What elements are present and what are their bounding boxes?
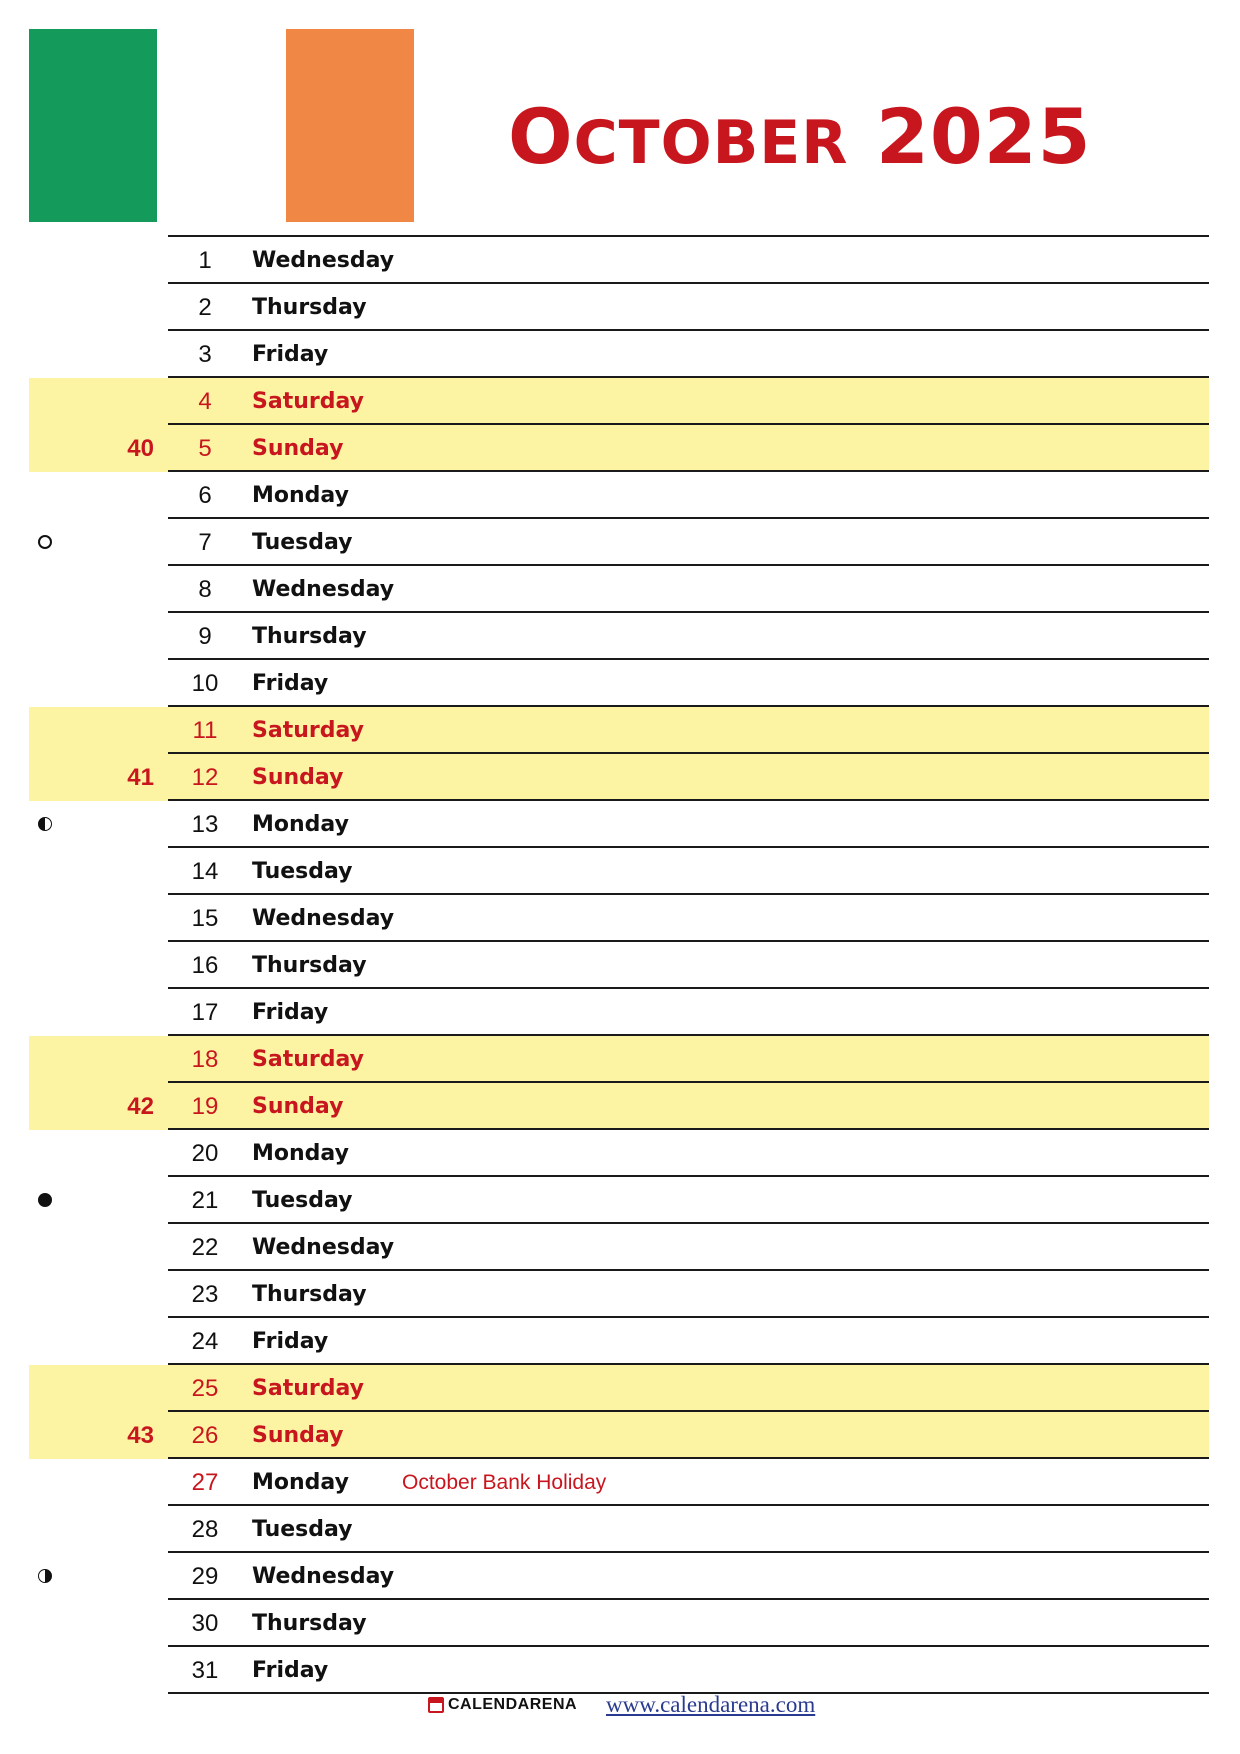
day-row: [168, 1036, 1209, 1083]
day-row: [168, 1318, 1209, 1365]
day-number: 29: [191, 1563, 219, 1590]
day-number: 6: [198, 482, 212, 509]
full-moon-icon: [38, 535, 52, 549]
day-row: [168, 284, 1209, 331]
brand-logo: [428, 1696, 577, 1714]
day-name: Wednesday: [252, 906, 395, 931]
day-row: [168, 237, 1209, 284]
day-name: Saturday: [252, 1376, 364, 1401]
day-number: 26: [191, 1422, 219, 1449]
day-name: Tuesday: [252, 1188, 353, 1213]
day-name: Sunday: [252, 436, 344, 461]
day-name: Thursday: [252, 953, 367, 978]
day-name: Saturday: [252, 718, 364, 743]
day-row: [168, 660, 1209, 707]
week-number: 42: [127, 1093, 154, 1120]
page-title: OCTOBER 2025: [508, 92, 1092, 181]
day-row: [168, 566, 1209, 613]
day-number: 20: [191, 1140, 219, 1167]
day-row: [168, 1600, 1209, 1647]
day-name: Wednesday: [252, 577, 395, 602]
day-name: Tuesday: [252, 1517, 353, 1542]
day-row: [168, 1459, 1209, 1506]
day-number: 23: [191, 1281, 219, 1308]
day-number: 19: [191, 1093, 219, 1120]
day-number: 31: [191, 1657, 219, 1684]
day-row: [168, 1412, 1209, 1459]
week-number: 41: [127, 764, 154, 791]
week-number: 43: [127, 1422, 154, 1449]
day-name: Friday: [252, 342, 329, 367]
day-row: [168, 613, 1209, 660]
day-row: [168, 1506, 1209, 1553]
day-name: Wednesday: [252, 1564, 395, 1589]
day-number: 10: [191, 670, 219, 697]
website-link[interactable]: www.calendarena.com: [606, 1692, 816, 1717]
day-row: [168, 1177, 1209, 1224]
day-row: [168, 1083, 1209, 1130]
day-name: Sunday: [252, 765, 344, 790]
day-row: [168, 942, 1209, 989]
day-name: Monday: [252, 1470, 349, 1495]
day-row: [168, 1647, 1209, 1694]
day-name: Saturday: [252, 1047, 364, 1072]
day-number: 11: [192, 717, 218, 744]
week-number: 40: [127, 435, 154, 462]
day-number: 22: [191, 1234, 219, 1261]
day-row: [168, 754, 1209, 801]
day-name: Thursday: [252, 624, 367, 649]
holiday-label: October Bank Holiday: [402, 1471, 607, 1494]
day-name: Tuesday: [252, 530, 353, 555]
day-row: [168, 848, 1209, 895]
day-row: [168, 1365, 1209, 1412]
new-moon-icon: [38, 1193, 52, 1207]
day-name: Friday: [252, 1658, 329, 1683]
day-row: [168, 1130, 1209, 1177]
day-name: Thursday: [252, 295, 367, 320]
day-number: 8: [198, 576, 212, 603]
first-moon-icon: [38, 1569, 52, 1583]
day-name: Thursday: [252, 1611, 367, 1636]
day-name: Monday: [252, 483, 349, 508]
day-row: [168, 895, 1209, 942]
day-name: Saturday: [252, 389, 364, 414]
day-row: [168, 1553, 1209, 1600]
day-name: Thursday: [252, 1282, 367, 1307]
day-name: Wednesday: [252, 1235, 395, 1260]
day-number: 24: [191, 1328, 219, 1355]
day-number: 12: [191, 764, 219, 791]
day-number: 21: [191, 1187, 219, 1214]
day-row: [168, 1224, 1209, 1271]
day-name: Friday: [252, 1329, 329, 1354]
day-number: 9: [198, 623, 212, 650]
day-number: 15: [191, 905, 219, 932]
day-number: 1: [198, 247, 212, 274]
day-row: [168, 801, 1209, 848]
day-number: 30: [191, 1610, 219, 1637]
day-number: 3: [198, 341, 212, 368]
day-number: 2: [198, 294, 212, 321]
day-row: [168, 331, 1209, 378]
day-name: Monday: [252, 1141, 349, 1166]
day-name: Sunday: [252, 1423, 344, 1448]
day-number: 25: [191, 1375, 219, 1402]
day-row: [168, 519, 1209, 566]
day-number: 7: [198, 529, 212, 556]
day-name: Wednesday: [252, 248, 395, 273]
day-number: 17: [191, 999, 219, 1026]
day-number: 27: [191, 1469, 219, 1496]
day-number: 16: [191, 952, 219, 979]
day-row: [168, 472, 1209, 519]
brand-name: CALENDARENA: [448, 1696, 578, 1713]
day-name: Friday: [252, 671, 329, 696]
day-row: [168, 989, 1209, 1036]
last-moon-icon: [38, 817, 52, 831]
day-name: Monday: [252, 812, 349, 837]
day-number: 18: [191, 1046, 219, 1073]
calendar-icon: [428, 1697, 444, 1713]
day-number: 13: [191, 811, 219, 838]
day-name: Tuesday: [252, 859, 353, 884]
day-name: Sunday: [252, 1094, 344, 1119]
day-row: [168, 425, 1209, 472]
day-row: [168, 1271, 1209, 1318]
day-number: 14: [191, 858, 219, 885]
day-row: [168, 707, 1209, 754]
day-number: 28: [191, 1516, 219, 1543]
day-name: Friday: [252, 1000, 329, 1025]
day-number: 4: [198, 388, 212, 415]
footer: [0, 1688, 1240, 1728]
day-row: [168, 378, 1209, 425]
day-number: 5: [198, 435, 212, 462]
